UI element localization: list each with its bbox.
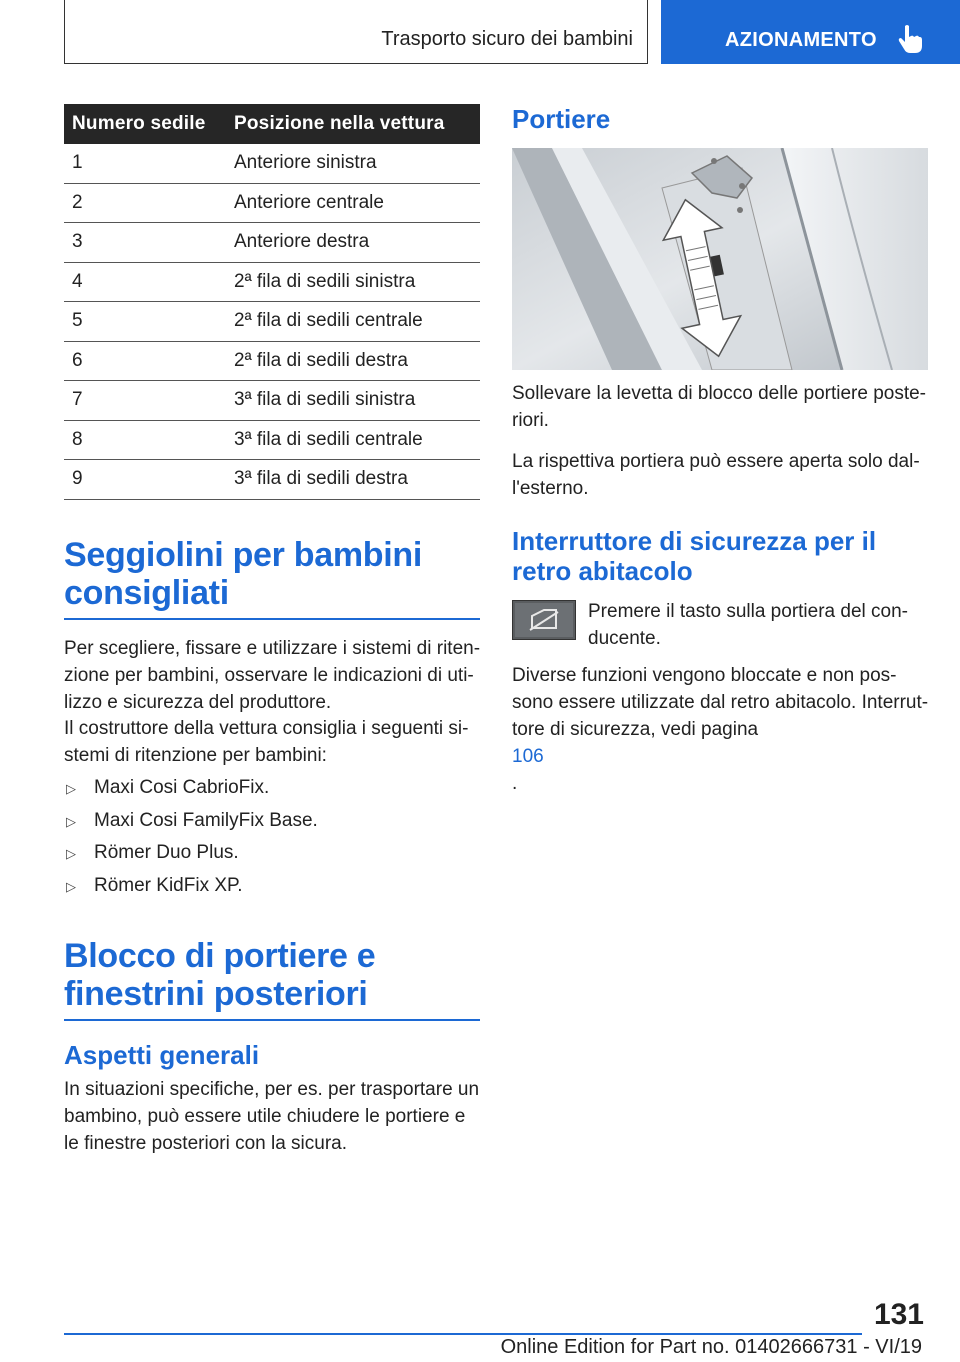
child-seats-heading-line2: consigliati bbox=[64, 574, 229, 612]
table-row bbox=[64, 262, 480, 302]
header-title: Trasporto sicuro dei bambini bbox=[381, 28, 633, 50]
list-item: ▷ Maxi Cosi FamilyFix Base. bbox=[64, 805, 318, 838]
lock-section-heading-line2: finestrini posteriori bbox=[64, 975, 368, 1013]
table-row bbox=[64, 302, 480, 342]
list-item: ▷ Römer Duo Plus. bbox=[64, 837, 318, 870]
header-section-label: AZIONAMENTO bbox=[725, 29, 877, 51]
safety-switch-heading-line2: retro abitacolo bbox=[512, 556, 693, 586]
table-row bbox=[64, 460, 480, 500]
list-item: ▷ Römer KidFix XP. bbox=[64, 870, 318, 903]
header-title-box bbox=[64, 0, 648, 64]
seat-position-cell: Anteriore sinistra bbox=[228, 144, 480, 183]
seat-position-cell: 2ª fila di sedili centrale bbox=[228, 302, 480, 342]
safety-switch-heading bbox=[512, 526, 936, 586]
table-row bbox=[64, 381, 480, 421]
general-aspects-paragraph: In situazioni specifiche, per es. per trasportare un bambino, può essere utile chiudere le portiere e le finestre posteriori con la sicura. bbox=[64, 1079, 480, 1154]
table-row bbox=[64, 183, 480, 223]
doors-heading: Portiere bbox=[512, 104, 611, 134]
seat-position-table bbox=[64, 104, 480, 500]
table-row bbox=[64, 341, 480, 381]
table-row bbox=[64, 223, 480, 263]
seat-number-cell: 5 bbox=[64, 302, 228, 342]
table-header-position: Posizione nella vettura bbox=[228, 104, 480, 144]
seat-position-cell: 3ª fila di sedili centrale bbox=[228, 420, 480, 460]
general-aspects-heading: Aspetti generali bbox=[64, 1040, 260, 1070]
bullet-triangle-icon: ▷ bbox=[66, 781, 76, 796]
child-seats-paragraph-1: Per scegliere, fissare e utilizzare i sistemi di riten- zione per bambini, osservare le indicazioni di uti- lizzo e sicurezza del produttore. bbox=[64, 638, 481, 713]
doors-paragraph-2: La rispettiva portiera può essere aperta solo dal- l'esterno. bbox=[512, 451, 920, 499]
table-row bbox=[64, 420, 480, 460]
child-seats-heading-line1: Seggiolini per bambini bbox=[64, 536, 422, 574]
seat-number-cell: 6 bbox=[64, 341, 228, 381]
seat-number-cell: 4 bbox=[64, 262, 228, 302]
doors-paragraph-1: Sollevare la levetta di blocco delle portiere poste- riori. bbox=[512, 383, 927, 431]
hand-pointer-icon bbox=[897, 24, 923, 54]
safety-switch-heading-line1: Interruttore di sicurezza per il bbox=[512, 526, 877, 556]
bullet-triangle-icon: ▷ bbox=[66, 878, 76, 894]
seat-number-cell: 3 bbox=[64, 223, 228, 263]
safety-switch-paragraph: Diverse funzioni vengono bloccate e non pos- sono essere utilizzate dal retro abitacolo. Interrut- tore di sicurezza, vedi pagina 106 . bbox=[512, 662, 936, 797]
page-number: 131 bbox=[873, 1298, 924, 1331]
list-item: ▷ Maxi Cosi CabrioFix. bbox=[64, 772, 318, 805]
seat-position-cell: 2ª fila di sedili destra bbox=[228, 341, 480, 381]
table-row bbox=[64, 144, 480, 183]
footer-edition-text: Online Edition for Part no. 01402666731 - VI/19 bbox=[500, 1336, 922, 1358]
seat-position-cell: Anteriore centrale bbox=[228, 183, 480, 223]
seat-position-cell: 3ª fila di sedili destra bbox=[228, 460, 480, 500]
seat-number-cell: 2 bbox=[64, 183, 228, 223]
table-header-seat-number: Numero sedile bbox=[64, 104, 228, 144]
seat-position-cell: Anteriore destra bbox=[228, 223, 480, 263]
seat-number-cell: 1 bbox=[64, 144, 228, 183]
lock-section-heading-line1: Blocco di portiere e bbox=[64, 937, 376, 975]
child-seats-heading bbox=[64, 536, 480, 620]
bullet-triangle-icon: ▷ bbox=[66, 813, 76, 829]
window-lock-button-icon bbox=[512, 600, 576, 640]
page-reference-link[interactable]: 106 bbox=[512, 746, 544, 767]
header-section-tab[interactable] bbox=[661, 0, 960, 64]
seat-number-cell: 7 bbox=[64, 381, 228, 421]
lock-section-heading bbox=[64, 937, 480, 1021]
child-seats-paragraph-2: Il costruttore della vettura consiglia i seguenti si- stemi di ritenzione per bambini: bbox=[64, 718, 469, 766]
recommended-seats-list bbox=[64, 772, 318, 902]
seat-position-cell: 3ª fila di sedili sinistra bbox=[228, 381, 480, 421]
seat-number-cell: 8 bbox=[64, 420, 228, 460]
seat-position-cell: 2ª fila di sedili sinistra bbox=[228, 262, 480, 302]
door-lock-lever-image bbox=[512, 148, 928, 370]
bullet-triangle-icon: ▷ bbox=[66, 846, 76, 861]
table-header-row bbox=[64, 104, 480, 144]
footer-divider bbox=[64, 1333, 862, 1335]
seat-number-cell: 9 bbox=[64, 460, 228, 500]
safety-switch-instruction: Premere il tasto sulla portiera del con- ducente. bbox=[588, 601, 908, 649]
